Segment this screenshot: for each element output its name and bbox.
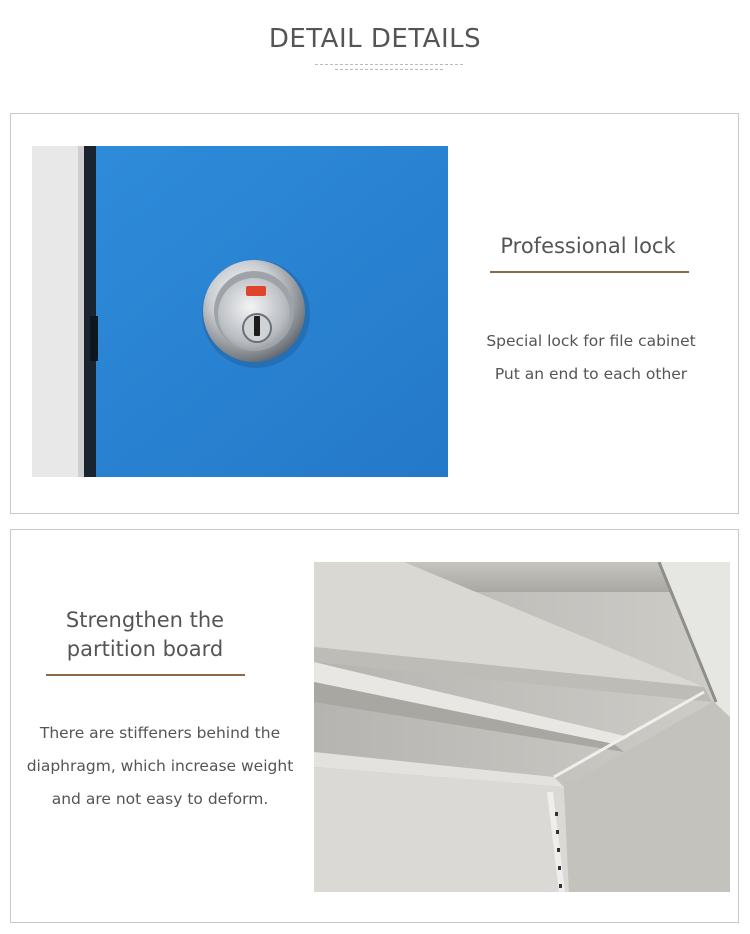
- feature-title-line: Strengthen the: [65, 608, 225, 632]
- page-title: DETAIL DETAILS: [268, 24, 482, 54]
- feature-desc-line: Put an end to each other: [494, 365, 688, 383]
- feature-title-partition: [35, 606, 255, 664]
- feature-desc-line: diaphragm, which increase weight: [26, 757, 294, 775]
- feature-description-lock: [471, 325, 711, 391]
- feature-title-line: partition board: [66, 637, 224, 661]
- feature-rule: [490, 271, 689, 273]
- feature-desc-line: Special lock for file cabinet: [486, 332, 696, 350]
- title-caption-decoration: [310, 62, 470, 72]
- feature-description-partition: [25, 717, 295, 816]
- detail-card-lock: [10, 113, 739, 514]
- feature-desc-line: There are stiffeners behind the: [39, 724, 281, 742]
- feature-title-lock: Professional lock: [500, 234, 676, 258]
- feature-rule: [46, 674, 245, 676]
- feature-desc-line: and are not easy to deform.: [51, 790, 269, 808]
- shelf-photo: [314, 562, 730, 892]
- detail-card-partition: [10, 529, 739, 923]
- lock-photo: [32, 146, 448, 477]
